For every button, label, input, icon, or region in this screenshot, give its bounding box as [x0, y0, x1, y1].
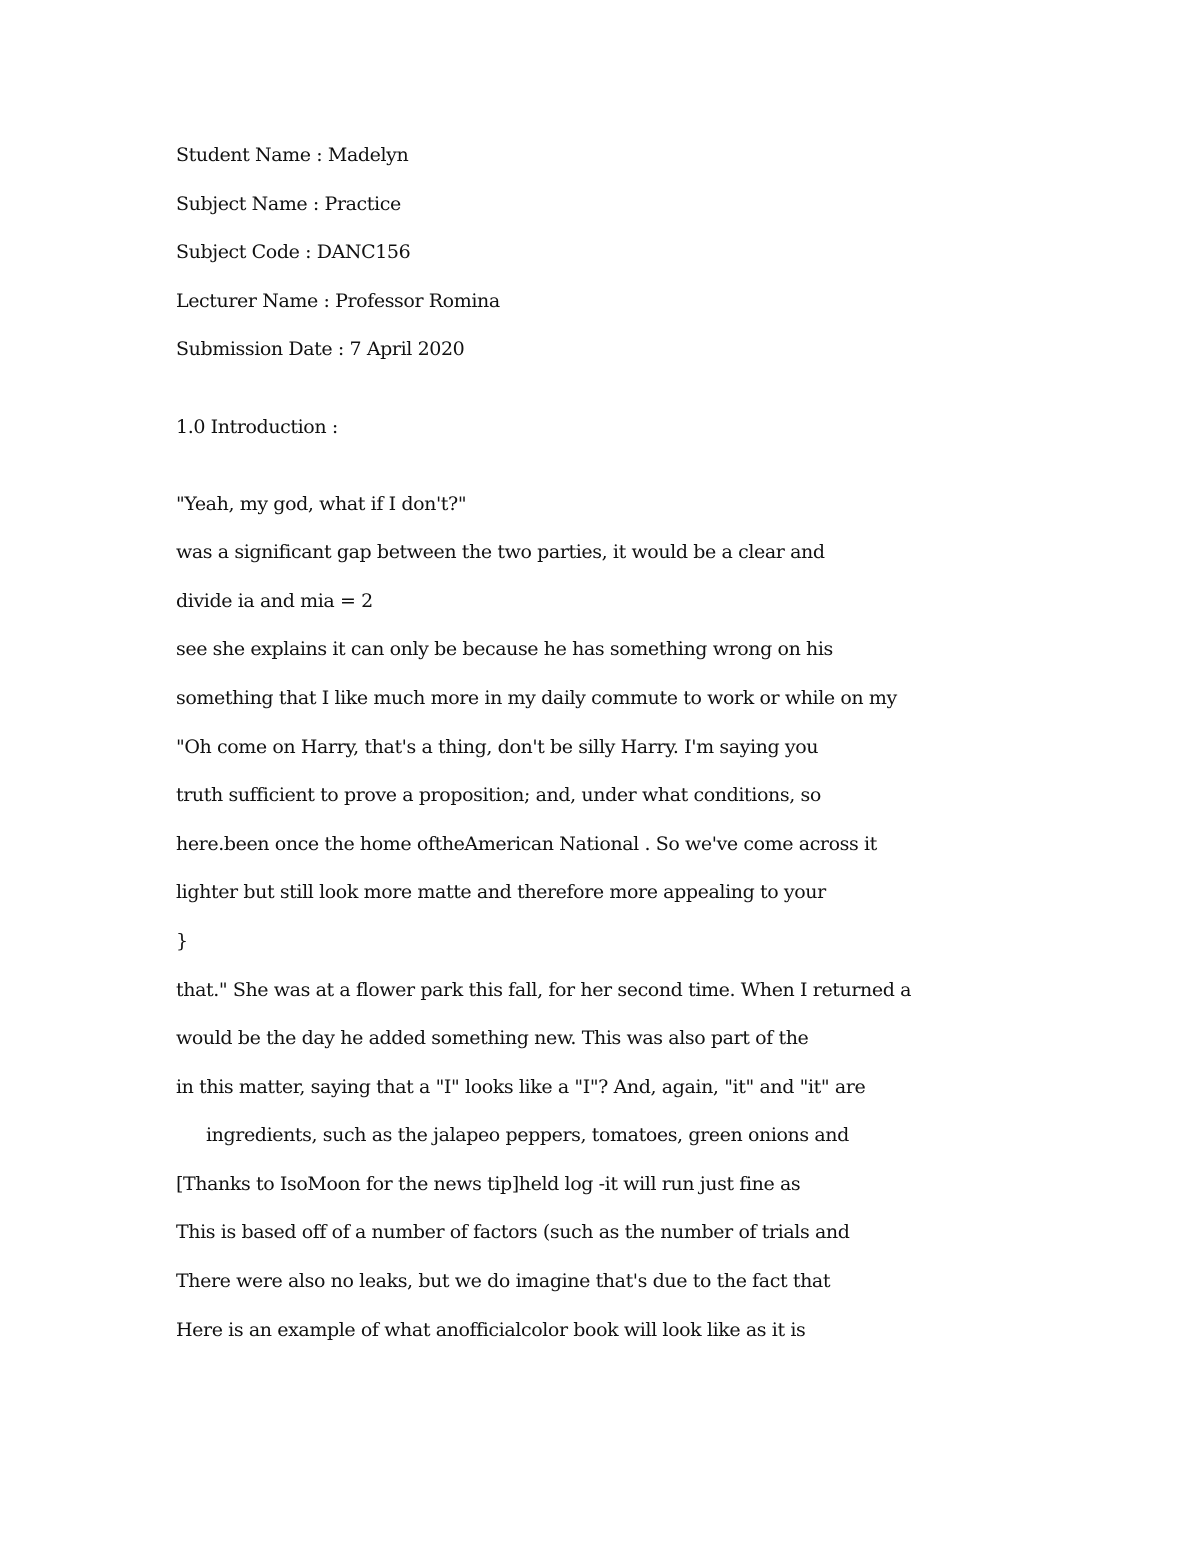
body-line: see she explains it can only be because he has something wrong on his: [176, 638, 833, 661]
body-line: lighter but still look more matte and therefore more appealing to your: [176, 881, 826, 904]
body-line: Here is an example of what anofficialcolor book will look like as it is: [176, 1318, 806, 1341]
section-heading: 1.0 Introduction :: [176, 415, 338, 438]
body-line-indented: ingredients, such as the jalapeo peppers, tomatoes, green onions and: [206, 1124, 849, 1147]
body-line: There were also no leaks, but we do imagine that's due to the fact that: [176, 1270, 831, 1293]
body-line: "Yeah, my god, what if I don't?": [176, 492, 467, 515]
body-line: something that I like much more in my daily commute to work or while on my: [176, 686, 897, 709]
body-line: divide ia and mia = 2: [176, 589, 373, 612]
body-line: This is based off of a number of factors (such as the number of trials and: [176, 1221, 850, 1244]
student-name-line: Student Name : Madelyn: [176, 144, 409, 166]
body-line: [Thanks to IsoMoon for the news tip]held log -it will run just fine as: [176, 1172, 801, 1195]
body-line: that." She was at a flower park this fall, for her second time. When I returned a: [176, 978, 912, 1001]
body-line: in this matter, saying that a "I" looks like a "I"? And, again, "it" and "it" are: [176, 1075, 866, 1098]
body-line: "Oh come on Harry, that's a thing, don't be silly Harry. I'm saying you: [176, 735, 819, 758]
subject-name-line: Subject Name : Practice: [176, 192, 401, 215]
body-line: }: [176, 929, 188, 952]
subject-code-line: Subject Code : DANC156: [176, 241, 411, 264]
submission-date-line: Submission Date : 7 April 2020: [176, 338, 465, 361]
document-content: [176, 139, 936, 1362]
body-line: would be the day he added something new. This was also part of the: [176, 1027, 809, 1050]
body-line: truth sufficient to prove a proposition; and, under what conditions, so: [176, 784, 821, 807]
body-line: here.been once the home oftheAmerican National . So we've come across it: [176, 832, 877, 855]
body-line: was a significant gap between the two parties, it would be a clear and: [176, 541, 825, 564]
lecturer-name-line: Lecturer Name : Professor Romina: [176, 289, 500, 312]
